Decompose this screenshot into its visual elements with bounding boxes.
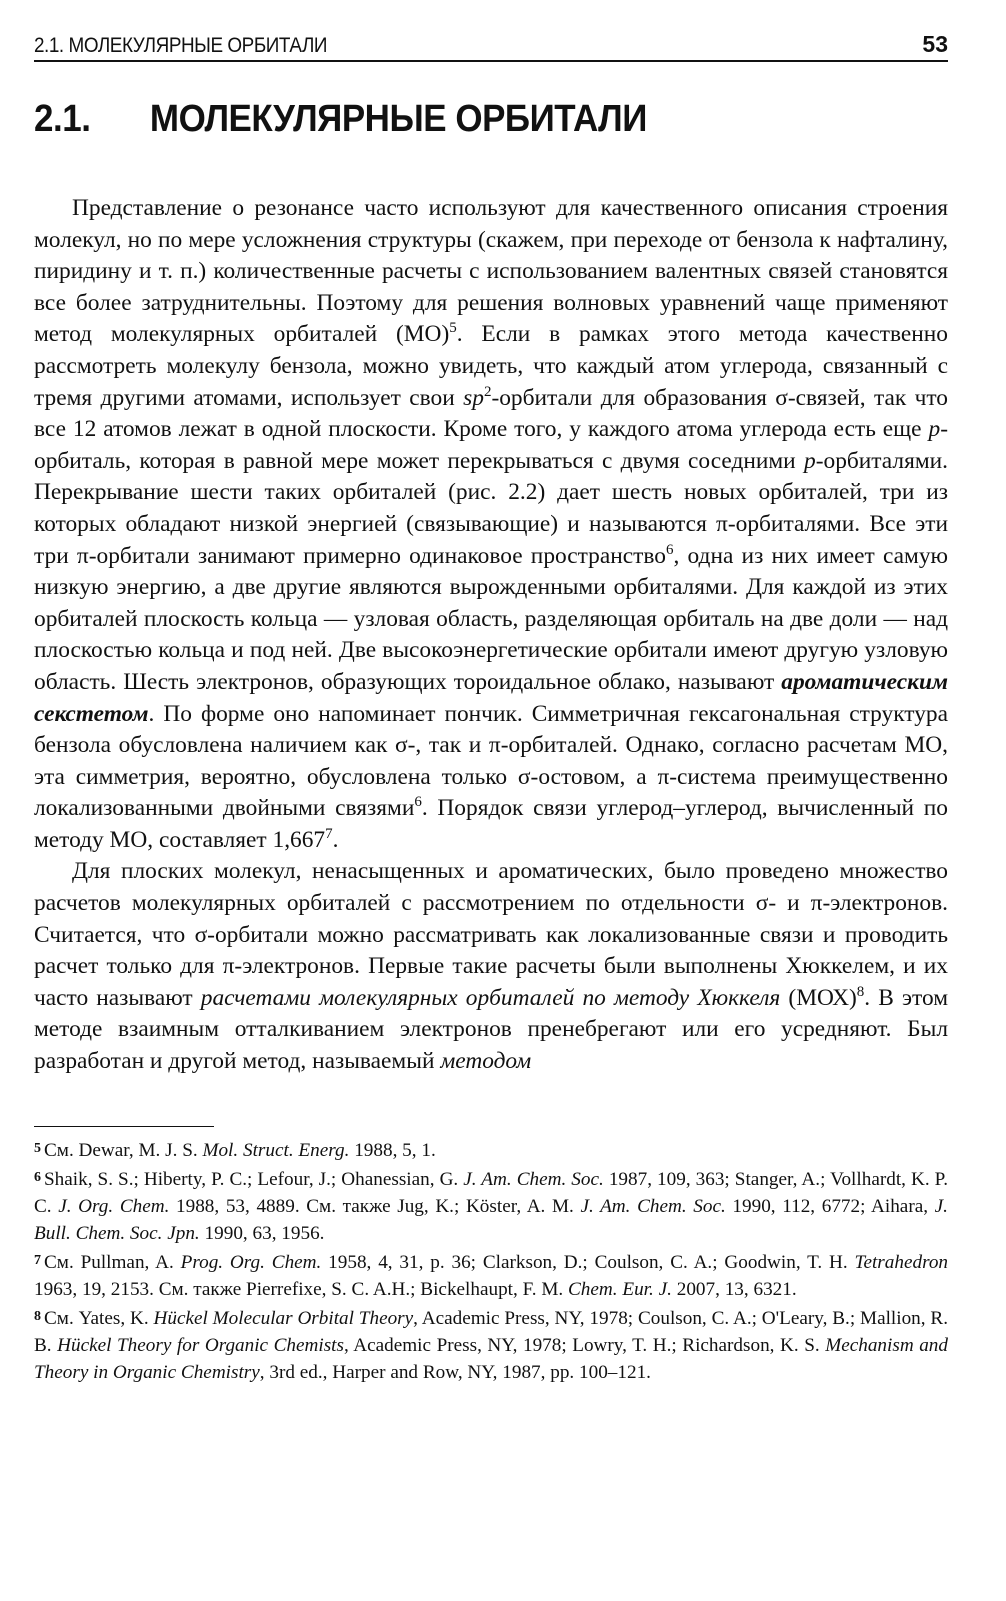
text-run: , одна из них имеет самую низкую энергию, а две другие являются вырожденными орбиталями. Для каждой из этих орбиталей плоскость кольца — узловая область, разделяющая орбиталь на две доли — над плоскостью кольца и под ней. Две высокоэнергетические орбитали имеют другую узловую область. Шесть электронов, образующих тороидальное облако, называют <box>34 542 948 695</box>
italic-term: p <box>928 416 941 443</box>
footnote-mark: 5 <box>34 1140 41 1156</box>
text-run: 1958, 4, 31, p. 36; Clarkson, D.; Coulson, C. A.; Goodwin, T. H. <box>321 1251 855 1273</box>
text-run: (МОХ) <box>780 984 857 1011</box>
journal-title: J. Org. Chem. <box>58 1195 170 1217</box>
superscript: 2 <box>483 383 492 400</box>
text-run: . По форме оно напоминает пончик. Симметричная гексагональная структура бензола обусловлена наличием как σ-, так и π-орбиталей. Однако, согласно расчетам МО, эта симметрия, вероятно, обусловлена только σ-остовом, а π-система преимущественно локализованными двойными связями <box>34 700 948 822</box>
book-title: Hückel Molecular Orbital Theory <box>153 1307 414 1329</box>
text-run: -орбитали для образования σ-связей, так что все 12 атомов лежат в одной плоскости. Кроме того, у каждого атома углерода есть еще <box>34 384 948 443</box>
page-number: 53 <box>922 31 948 57</box>
text-run: Представление о резонансе часто используют для качественного описания строения молекул, но по мере усложнения структуры (скажем, при переходе от бензола к нафталину, пиридину и т. п.) количественные расчеты с использованием валентных связей становятся все более затруднительны. Поэтому для решения волновых уравнений чаще применяют метод молекулярных орбиталей (МО) <box>34 195 948 348</box>
footnote-6 <box>34 1164 948 1247</box>
footnote-8 <box>34 1303 948 1386</box>
emphasized-term: методом <box>440 1048 532 1075</box>
section-number: 2.1. <box>34 98 91 140</box>
text-run: 1988, 53, 4889. См. также Jug, K.; Köster, A. M. <box>169 1195 581 1217</box>
footnote-ref-5[interactable]: 5 <box>449 320 457 337</box>
book-page <box>34 24 948 1386</box>
section-title: МОЛЕКУЛЯРНЫЕ ОРБИТАЛИ <box>149 98 647 140</box>
running-header <box>34 24 948 62</box>
italic-term: p <box>804 447 816 474</box>
text-run: . В этом методе взаимным отталкиванием электронов пренебрегают или его усредняют. Был разработан и другой метод, называемый <box>34 984 948 1075</box>
text-run: Для плоских молекул, ненасыщенных и ароматических, было проведено множество расчетов молекулярных орбиталей с рассмотрением по отдельности σ- и π-электронов. Считается, что σ-орбитали можно рассматривать как локализованные связи и проводить расчет только для π-электронов. Первые такие расчеты были выполнены Хюккелем, и их часто называют <box>34 858 948 1011</box>
paragraph-2 <box>34 856 948 1077</box>
journal-title: Tetrahedron <box>854 1251 949 1273</box>
footnote-ref-6[interactable]: 6 <box>665 541 674 558</box>
journal-title: J. Am. Chem. Soc. <box>463 1168 604 1190</box>
text-run: 1988, 5, 1. <box>349 1139 436 1161</box>
section-heading <box>34 98 875 141</box>
book-title: Hückel Theory for Organic Chemists <box>57 1334 344 1356</box>
text-run: 1987, 109, 363; Stanger, A.; Vollhardt, K. P. C. <box>34 1168 949 1217</box>
journal-title: J. Bull. Chem. Soc. Jpn. <box>34 1195 948 1244</box>
text-run: , Academic Press, NY, 1978; Coulson, C. A.; O'Leary, B.; Mallion, R. B. <box>34 1307 949 1356</box>
footnote-mark: 8 <box>34 1308 41 1324</box>
text-run: Shaik, S. S.; Hiberty, P. C.; Lefour, J.; Ohanessian, G. <box>44 1168 464 1190</box>
text-run: 2007, 13, 6321. <box>671 1278 797 1300</box>
italic-term: sp <box>463 384 484 411</box>
paragraph-1 <box>34 193 948 856</box>
text-run: . Если в рамках этого метода качественно рассмотреть молекулу бензола, можно увидеть, что каждый атом углерода, связанный с тремя другими атомами, использует свои <box>34 321 948 411</box>
emphasized-term: ароматическим секстетом <box>34 668 948 727</box>
journal-title: Chem. Eur. J. <box>568 1278 672 1300</box>
text-run: См. Dewar, M. J. S. <box>44 1139 203 1161</box>
footnote-ref-7[interactable]: 7 <box>325 825 333 842</box>
running-title: 2.1. МОЛЕКУЛЯРНЫЕ ОРБИТАЛИ <box>34 34 328 57</box>
footnote-7 <box>34 1247 948 1303</box>
text-run: . Порядок связи углерод–углерод, вычисленный по методу МО, составляет 1,667 <box>34 795 948 853</box>
footnote-mark: 7 <box>34 1252 41 1268</box>
text-run: 1990, 63, 1956. <box>199 1222 325 1244</box>
text-run: См. Yates, K. <box>44 1307 154 1329</box>
footnote-ref-8[interactable]: 8 <box>856 983 865 1000</box>
text-run: -орбиталь, которая в равной мере может перекрываться с двумя соседними <box>34 416 948 474</box>
footnote-divider <box>34 1126 214 1127</box>
emphasized-term: расчетами молекулярных орбиталей по методу Хюккеля <box>200 984 781 1011</box>
book-title: Mechanism and Theory in Organic Chemistry <box>34 1334 948 1383</box>
footnote-5 <box>34 1135 948 1164</box>
text-run: , 3rd ed., Harper and Row, NY, 1987, pp. 100–121. <box>259 1361 651 1383</box>
footnotes <box>34 1135 948 1386</box>
journal-title: J. Am. Chem. Soc. <box>580 1195 726 1217</box>
footnote-ref-6[interactable]: 6 <box>414 794 422 811</box>
text-run: -орбиталями. Перекрывание шести таких орбиталей (рис. 2.2) дает шесть новых орбиталей, три из которых обладают низкой энергией (связывающие) и называются π-орбиталями. Все эти три π-орбитали занимают примерно одинаковое пространство <box>34 447 948 569</box>
text-run: См. Pullman, A. <box>44 1251 181 1273</box>
text-run: , Academic Press, NY, 1978; Lowry, T. H.; Richardson, K. S. <box>343 1334 826 1356</box>
journal-title: Mol. Struct. Energ. <box>202 1139 350 1161</box>
footnote-mark: 6 <box>34 1169 41 1185</box>
journal-title: Prog. Org. Chem. <box>180 1251 322 1273</box>
text-run: . <box>332 826 339 853</box>
text-run: 1963, 19, 2153. См. также Pierrefixe, S. C. A.H.; Bickelhaupt, F. M. <box>34 1278 568 1300</box>
text-run: 1990, 112, 6772; Aihara, <box>725 1195 935 1217</box>
